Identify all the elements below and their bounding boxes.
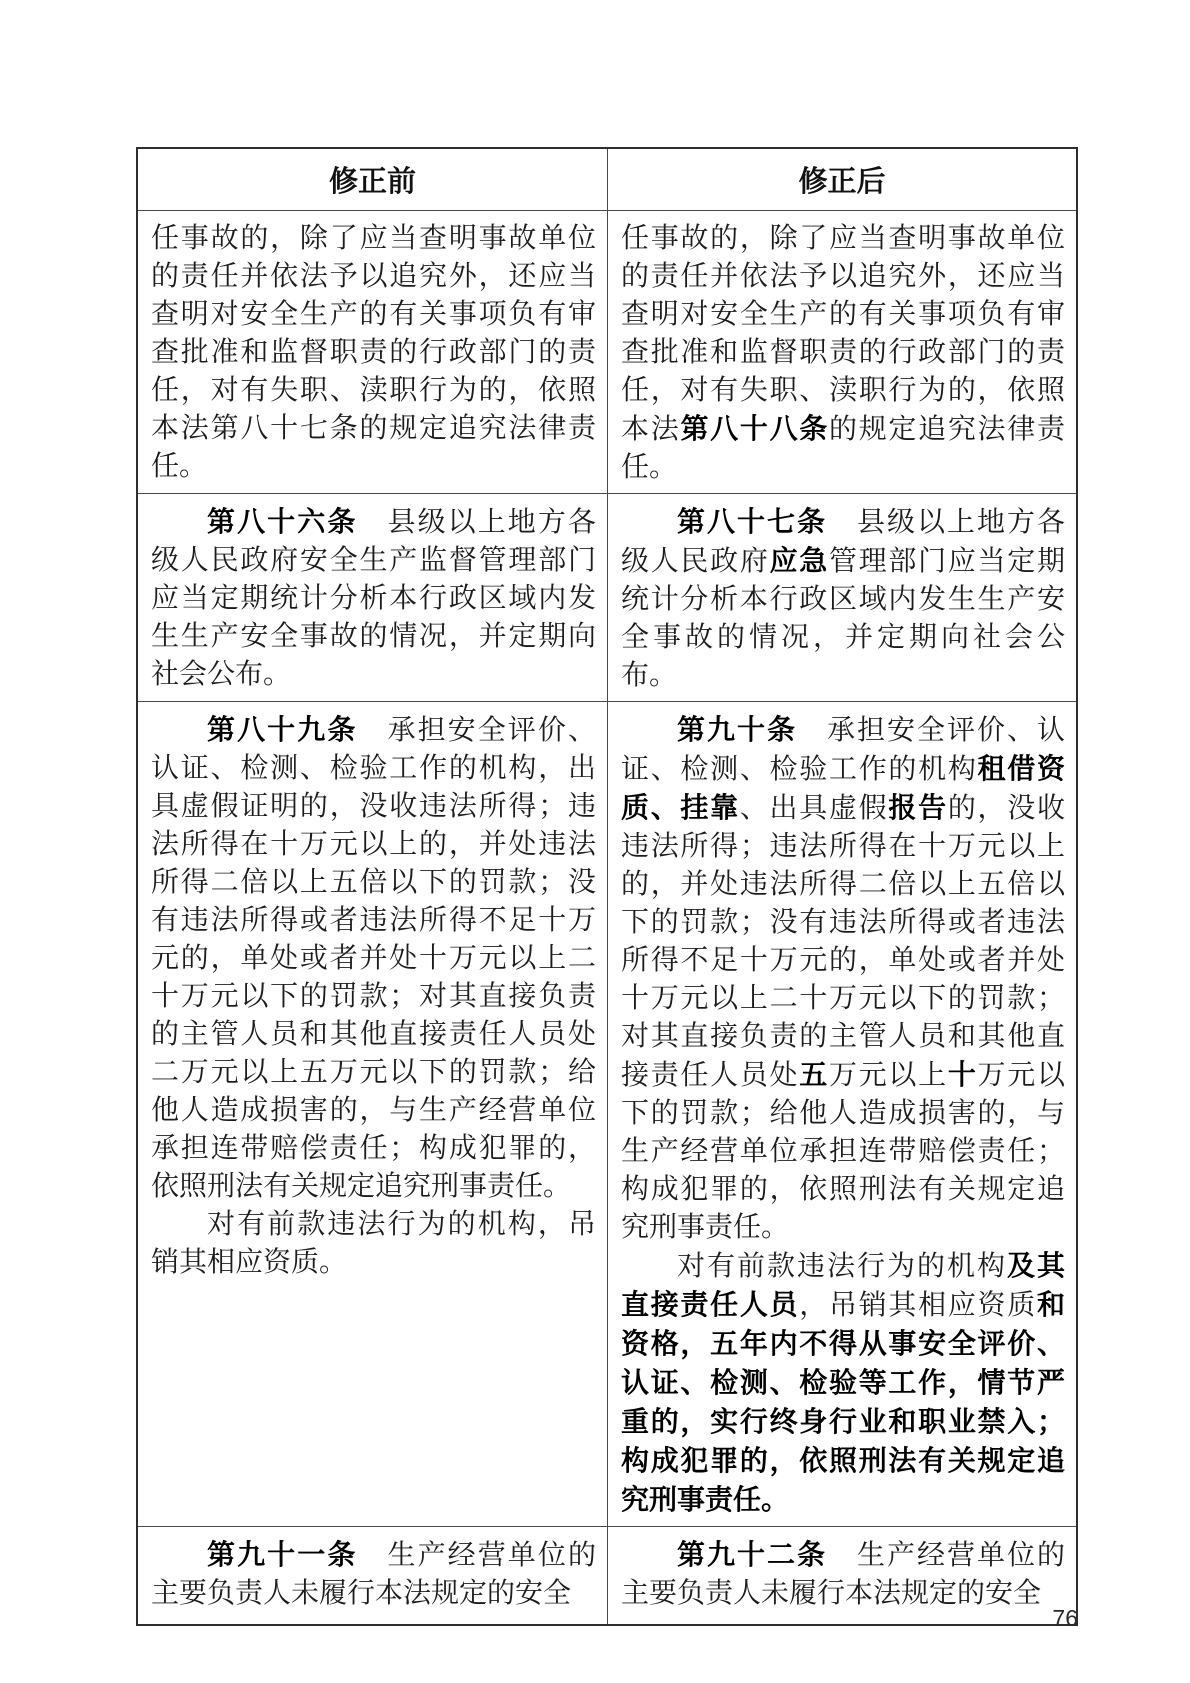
paragraph (151, 711, 596, 1206)
cell-after-article-86-continuation (607, 211, 1076, 493)
paragraph (621, 503, 1065, 695)
paragraph (151, 503, 596, 694)
law-text: 、出具虚假 (739, 793, 889, 824)
law-text: 万元以上 (828, 1060, 948, 1091)
amendment-comparison-table (136, 147, 1078, 1626)
law-text: ，吊销其相应资质 (799, 1290, 1037, 1321)
table-row (138, 1526, 1076, 1624)
article-number: 第八十六条 (207, 506, 358, 537)
article-number: 第九十条 (677, 714, 797, 745)
paragraph (621, 1247, 1065, 1520)
law-text: 生产经营单位的主要负责人未履行本法规定的安全 (151, 1540, 596, 1609)
amended-text: 租借资质、挂靠 (621, 753, 1065, 823)
cell-before-article-89 (138, 702, 607, 1526)
column-header-after (607, 149, 1076, 210)
paragraph (151, 1536, 596, 1613)
paragraph (621, 220, 1065, 487)
amended-text: 及其直接责任人员 (621, 1250, 1065, 1320)
law-text: 任事故的，除了应当查明事故单位的责任并依法予以追究外，还应当查明对安全生产的有关事项负有审查批准和监督职责的行政部门的责任，对有失职、渎职行为的，依照本法 (621, 223, 1065, 445)
law-text: 县级以上地方各级人民政府 (621, 507, 1065, 577)
cell-after-article-92 (607, 1527, 1076, 1624)
amended-text: 第八十八条 (680, 413, 829, 444)
law-text: 对有前款违法行为的机构，吊销其相应资质。 (151, 1209, 596, 1278)
law-text: 任事故的，除了应当查明事故单位的责任并依法予以追究外，还应当查明对安全生产的有关事项负有审查批准和监督职责的行政部门的责任，对有失职、渎职行为的，依照本法第八十七条的规定追究法律责任。 (151, 223, 596, 482)
article-number: 第九十一条 (207, 1539, 358, 1570)
paragraph (621, 711, 1065, 1247)
paragraph (151, 220, 596, 486)
paragraph (151, 1206, 596, 1282)
law-text: 承担安全评价、认证、检测、检验工作的机构，出具虚假证明的，没收违法所得；违法所得在十万元以上的，并处违法所得二倍以上五倍以下的罚款；没有违法所得或者违法所得不足十万元的，单处或者并处十万元以上二十万元以下的罚款；对其直接负责的主管人员和其他直接责任人员处二万元以上五万元以下的罚款；给他人造成损害的，与生产经营单位承担连带赔偿责任；构成犯罪的，依照刑法有关规定追究刑事责任。 (151, 715, 596, 1202)
article-number: 第八十九条 (207, 714, 358, 745)
table-row (138, 210, 1076, 493)
amended-text: 应急 (769, 545, 829, 576)
amended-text: 五 (799, 1059, 829, 1090)
cell-before-article-86 (138, 494, 607, 701)
cell-after-article-87 (607, 494, 1076, 701)
amended-text: 十 (947, 1059, 978, 1090)
law-text: 承担安全评价、认证、检测、检验工作的机构 (621, 715, 1065, 785)
article-number: 第八十七条 (677, 506, 827, 537)
law-text: 生产经营单位的主要负责人未履行本法规定的安全 (621, 1540, 1065, 1609)
table-row (138, 701, 1076, 1526)
cell-after-article-90 (607, 702, 1076, 1526)
law-text: 的，没收违法所得；违法所得在十万元以上的，并处违法所得二倍以上五倍以下的罚款；没有违法所得或者违法所得不足十万元的，单处或者并处十万元以上二十万元以下的罚款；对其直接负责的主管人员和其他直接责任人员处 (621, 793, 1065, 1091)
amended-text: 和资格，五年内不得从事安全评价、认证、检测、检验等工作，情节严重的，实行终身行业和职业禁入；构成犯罪的，依照刑法有关规定追究刑事责任。 (621, 1289, 1065, 1515)
column-header-before (138, 149, 607, 210)
article-number: 第九十二条 (677, 1539, 827, 1570)
table-header-row (138, 149, 1076, 210)
amended-text: 报告 (888, 792, 948, 823)
law-text: 的规定追究法律责任。 (621, 414, 1065, 483)
law-text: 管理部门应当定期统计分析本行政区域内发生生产安全事故的情况，并定期向社会公布。 (621, 546, 1065, 691)
column-header-after-label: 修正后 (798, 166, 886, 198)
law-text: 县级以上地方各级人民政府安全生产监督管理部门应当定期统计分析本行政区域内发生生产安全事故的情况，并定期向社会公布。 (151, 507, 596, 690)
table-row (138, 493, 1076, 701)
column-header-before-label: 修正前 (328, 166, 416, 198)
page-number: 76 (1052, 1605, 1078, 1631)
law-text: 万元以下的罚款；给他人造成损害的，与生产经营单位承担连带赔偿责任；构成犯罪的，依照刑法有关规定追究刑事责任。 (621, 1060, 1065, 1243)
cell-before-article-85-continuation (138, 211, 607, 493)
law-text: 对有前款违法行为的机构 (677, 1251, 1007, 1282)
paragraph (621, 1536, 1065, 1613)
cell-before-article-91 (138, 1527, 607, 1624)
